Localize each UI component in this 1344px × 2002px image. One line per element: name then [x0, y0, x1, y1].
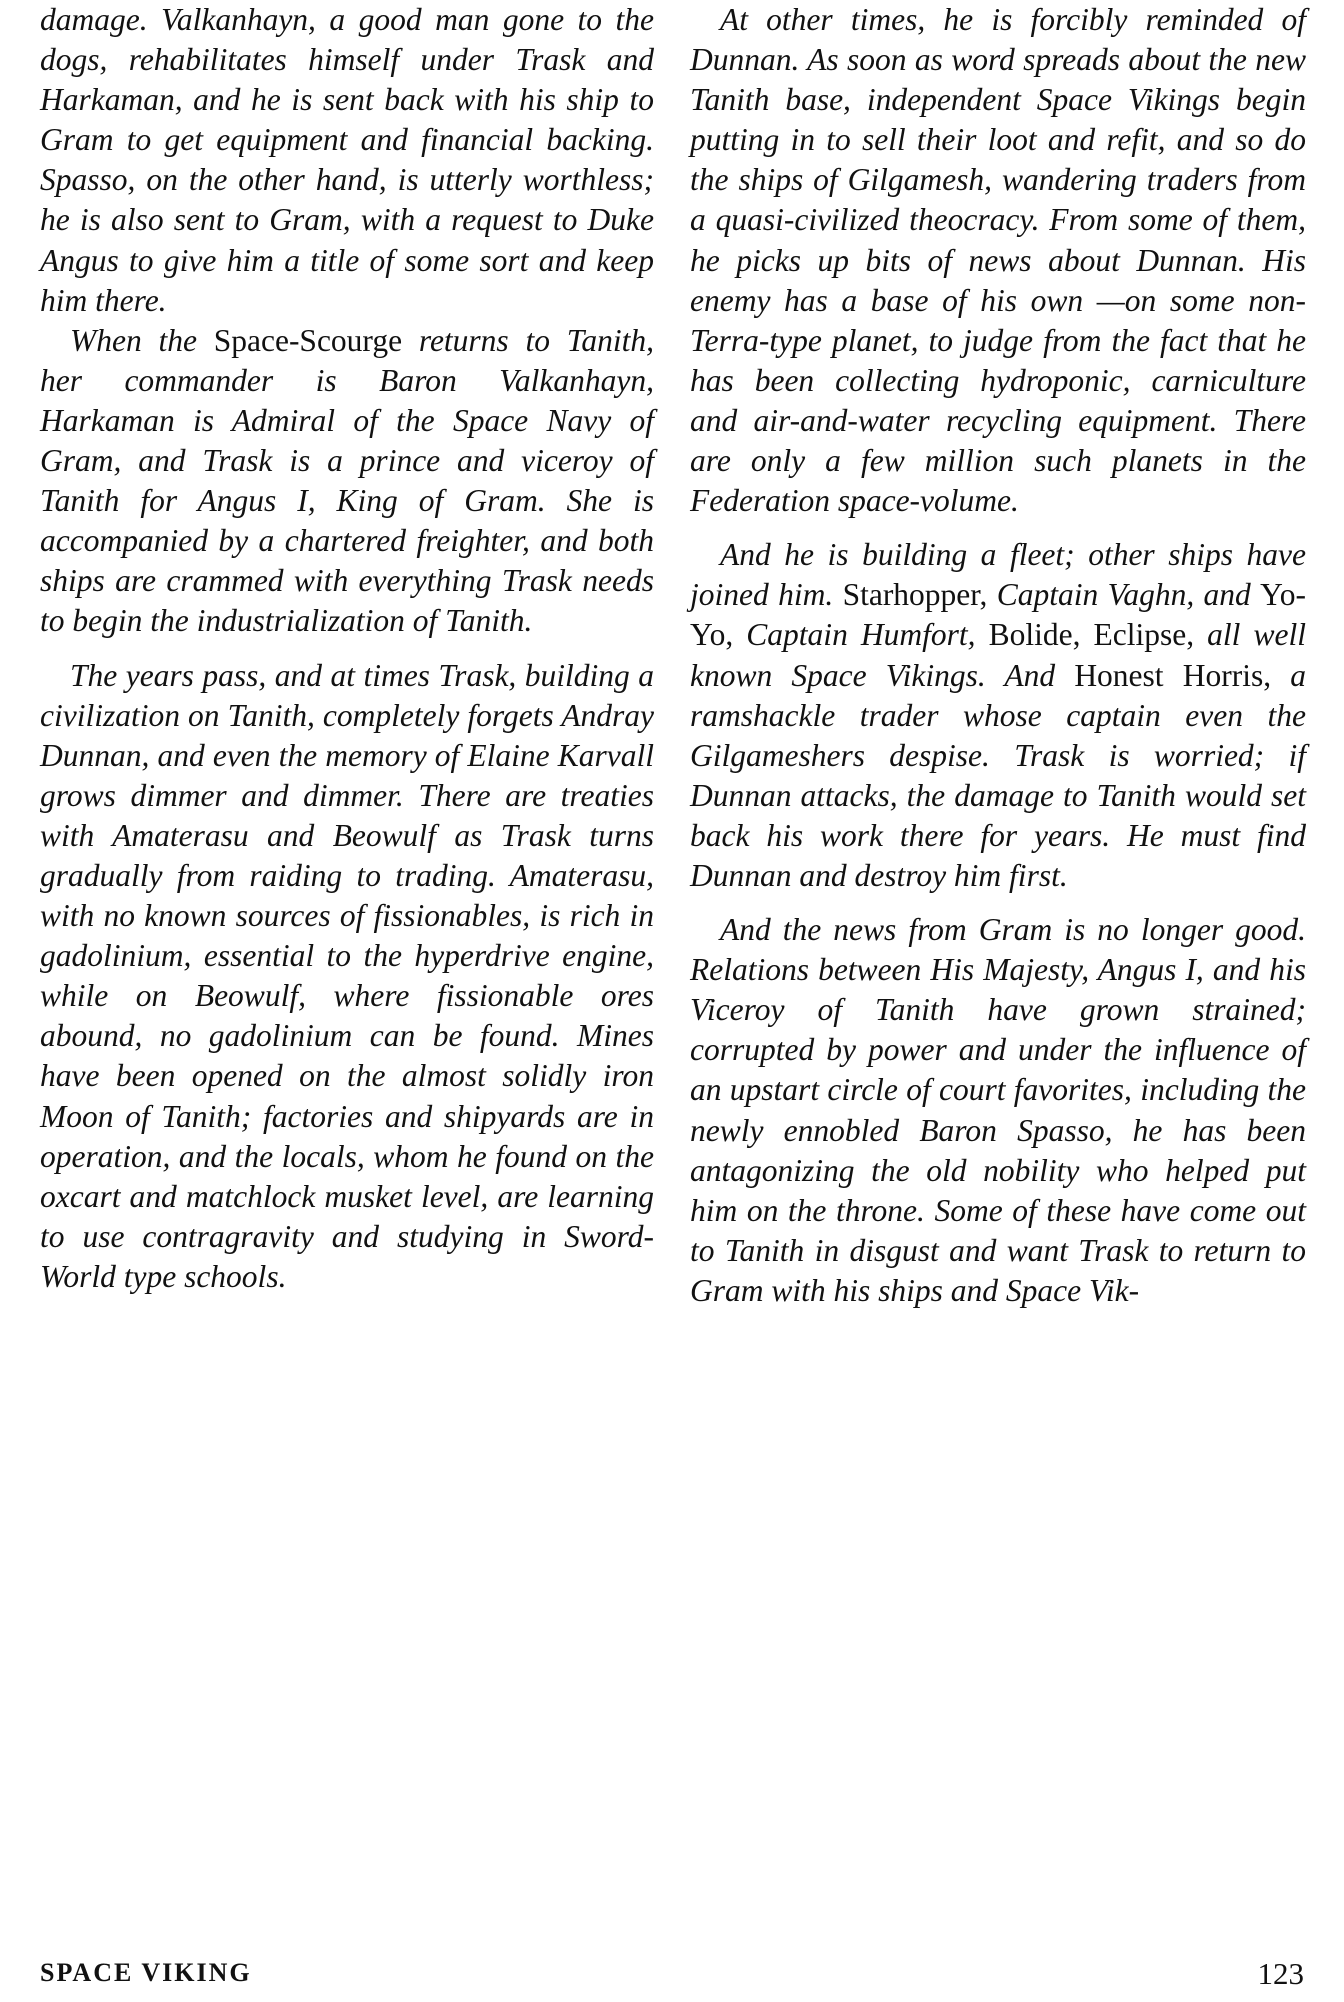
ship-name-honest-horris: Honest Horris,	[1074, 657, 1272, 693]
page-footer	[40, 1958, 1306, 1998]
ship-name-bolide-eclipse: Bolide, Eclipse,	[988, 617, 1195, 653]
right-paragraph-3	[690, 910, 1306, 1311]
left-paragraph-2-text-b: returns to Tanith, her commander is Baron Valkanhayn, Harkaman is Admiral of the Space Navy of Gram, and Trask is a prince and viceroy of Tanith for Angus I, King of Gram. She is accompanied by a chartered freighter, and both ships are crammed with everything Trask needs to begin the industrialization of Tanith.	[40, 322, 654, 639]
left-paragraph-1-text: damage. Valkanhayn, a good man gone to the dogs, rehabilitates himself under Trask and Harkaman, and he is sent back with his ship to Gram to get equipment and financial backing. Spasso, on the other hand, is utterly worthless; he is also sent to Gram, with a request to Duke Angus to give him a title of some sort and keep him there.	[40, 2, 654, 318]
right-paragraph-2-text-d: all well known Space Vikings. And	[690, 617, 1306, 693]
ship-name-starhopper: Starhopper,	[842, 577, 988, 613]
left-paragraph-3-text: The years pass, and at times Trask, building a civilization on Tanith, completely forgets Andray Dunnan, and even the memory of Elaine Karvall grows dimmer and dimmer. There are treaties with Amaterasu and Beowulf as Trask turns gradually from raiding to trading. Amaterasu, with no known sources of fissionables, is rich in gadolinium, essential to the hyperdrive engine, while on Beowulf, where fissionable ores abound, no gadolinium can be found. Mines have been opened on the almost solidly iron Moon of Tanith; factories and shipyards are in operation, and the locals, whom he found on the oxcart and matchlock musket level, are learning to use contragravity and studying in Sword-World type schools.	[40, 657, 654, 1294]
right-paragraph-1	[690, 0, 1306, 521]
right-paragraph-1-text: At other times, he is forcibly reminded of Dunnan. As soon as word spreads about the new Tanith base, independent Space Vikings begin putting in to sell their loot and refit, and so do the ships of Gilgamesh, wandering traders from a quasi-civilized theocracy. From some of them, he picks up bits of news about Dunnan. His enemy has a base of his own —on some non-Terra-type planet, to judge from the fact that he has been collecting hydroponic, carniculture and air-and-water recycling equipment. There are only a few million such planets in the Federation space-volume.	[690, 2, 1306, 519]
right-column	[690, 0, 1306, 1311]
right-paragraph-3-text: And the news from Gram is no longer good. Relations between His Majesty, Angus I, and his Viceroy of Tanith have grown strained; corrupted by power and under the influence of an upstart circle of court favorites, including the newly ennobled Baron Spasso, he has been antagonizing the old nobility who helped put him on the throne. Some of these have come out to Tanith in disgust and want Trask to return to Gram with his ships and Space Vik-	[690, 912, 1306, 1308]
ship-name-yo-yo: Yo-Yo,	[690, 577, 1306, 653]
left-column	[40, 0, 654, 1297]
ship-name-space-scourge: Space-Scourge	[213, 322, 403, 358]
left-paragraph-2-text-a: When the	[70, 322, 214, 358]
right-paragraph-2-text-c: Captain Humfort,	[733, 617, 989, 653]
left-paragraph-3	[40, 656, 654, 1298]
left-paragraph-1	[40, 0, 654, 321]
page-number: 123	[1257, 1956, 1304, 1991]
right-paragraph-2	[690, 535, 1306, 896]
left-paragraph-2	[40, 321, 654, 642]
right-paragraph-2-text-b: Captain Vaghn, and	[987, 577, 1261, 613]
right-paragraph-2-text-e: a ramshackle trader whose captain even the Gilgameshers despise. Trask is worried; if Dunnan attacks, the damage to Tanith would set back his work there for years. He must find Dunnan and destroy him first.	[690, 657, 1307, 893]
running-head: SPACE VIKING	[40, 1958, 252, 1987]
right-paragraph-2-text-a: And he is building a fleet; other ships have joined him.	[690, 537, 1306, 613]
